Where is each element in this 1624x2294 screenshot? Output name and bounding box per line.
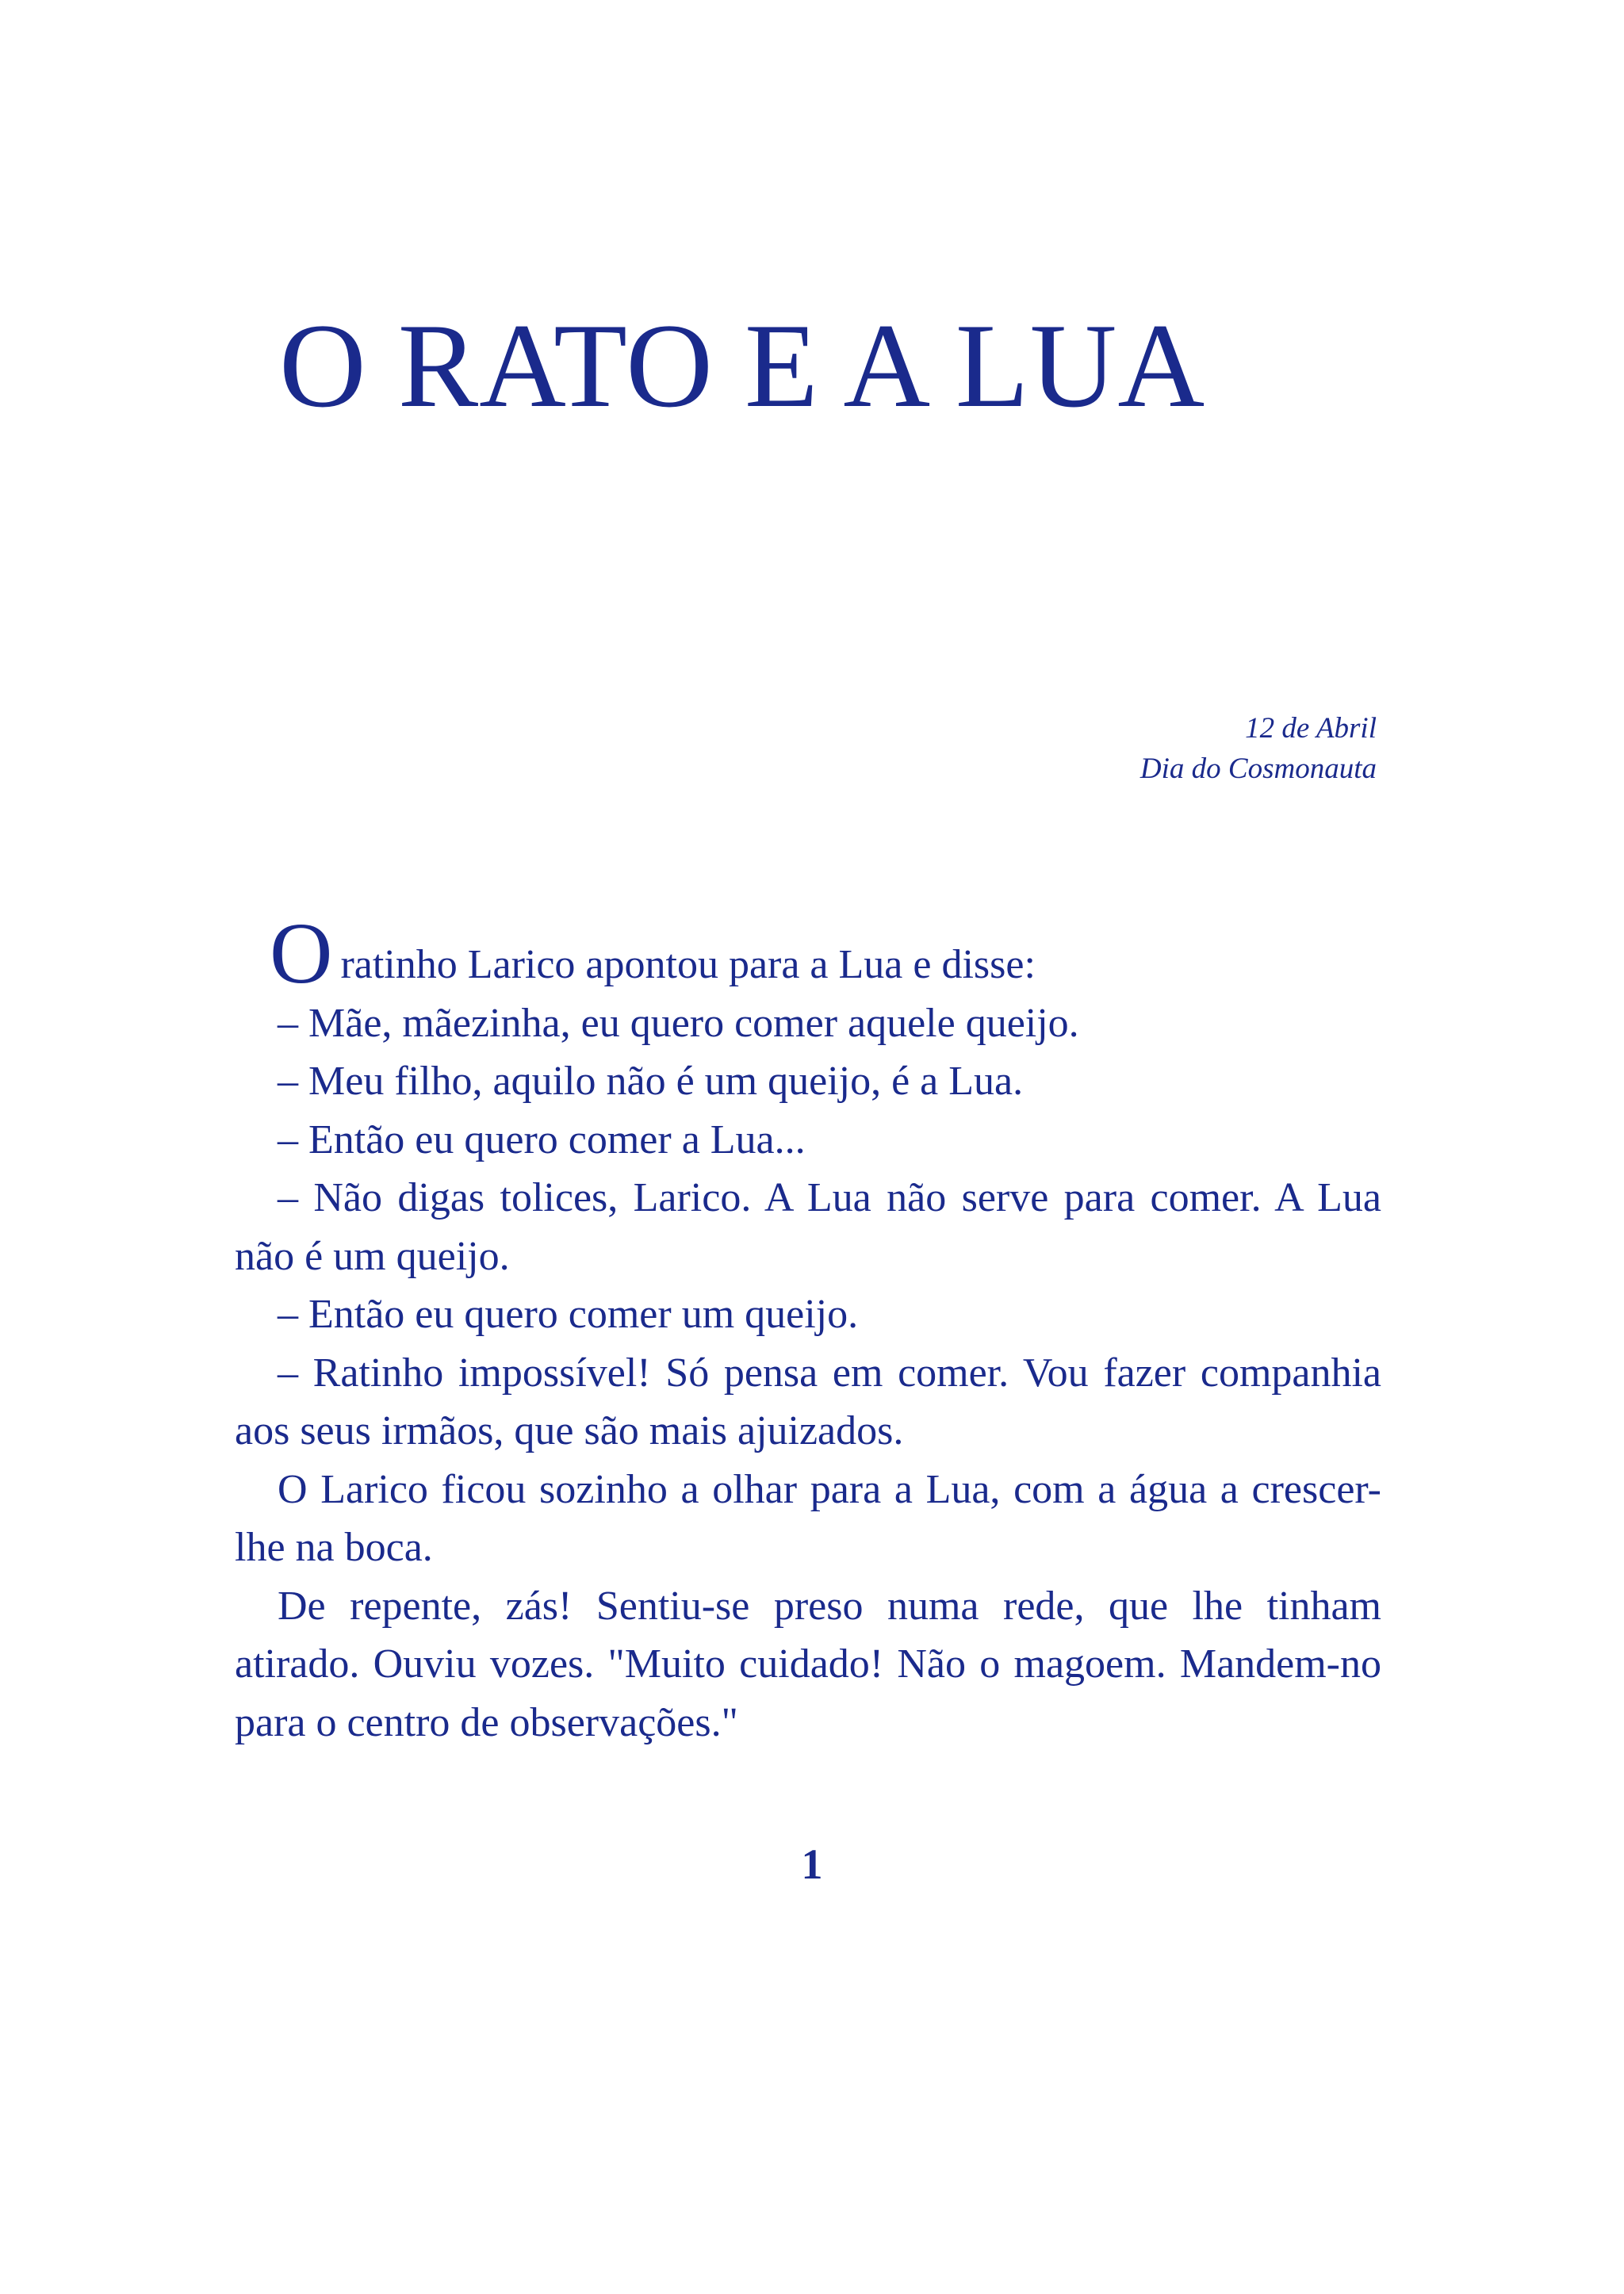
paragraph-2: – Mãe, mãezinha, eu quero comer aquele queijo. bbox=[278, 1000, 1079, 1046]
paragraph-7: – Ratinho impossível! Só pensa em comer. Vou fazer companhia aos seus irmãos, que são mais ajuizados. bbox=[235, 1350, 1381, 1453]
paragraph-1-text: ratinho Larico apontou para a Lua e disse: bbox=[340, 942, 1036, 987]
paragraph-4: – Então eu quero comer a Lua... bbox=[278, 1116, 806, 1162]
paragraph-1 bbox=[235, 905, 1381, 1001]
story-title: O RATO E A LUA bbox=[279, 299, 1206, 432]
paragraph-3: – Meu filho, aquilo não é um queijo, é a Lua. bbox=[278, 1059, 1024, 1104]
page-number: 1 bbox=[801, 1840, 823, 1888]
story-body bbox=[235, 905, 1381, 1752]
dedication-occasion: Dia do Cosmonauta bbox=[1139, 753, 1377, 785]
drop-cap: O bbox=[270, 905, 333, 1001]
paragraph-5: – Não digas tolices, Larico. A Lua não serve para comer. A Lua não é um queijo. bbox=[235, 1175, 1381, 1279]
dedication-date: 12 de Abril bbox=[1245, 712, 1377, 745]
paragraph-9: De repente, zás! Sentiu-se preso numa rede, que lhe tinham atirado. Ouviu vozes. "Muito cuidado! Não o magoem. Mandem-no para o centro de observações." bbox=[235, 1583, 1381, 1745]
dedication bbox=[1140, 708, 1377, 789]
paragraph-8: O Larico ficou sozinho a olhar para a Lua, com a água a crescer-lhe na boca. bbox=[235, 1466, 1381, 1570]
paragraph-6: – Então eu quero comer um queijo. bbox=[278, 1292, 859, 1337]
